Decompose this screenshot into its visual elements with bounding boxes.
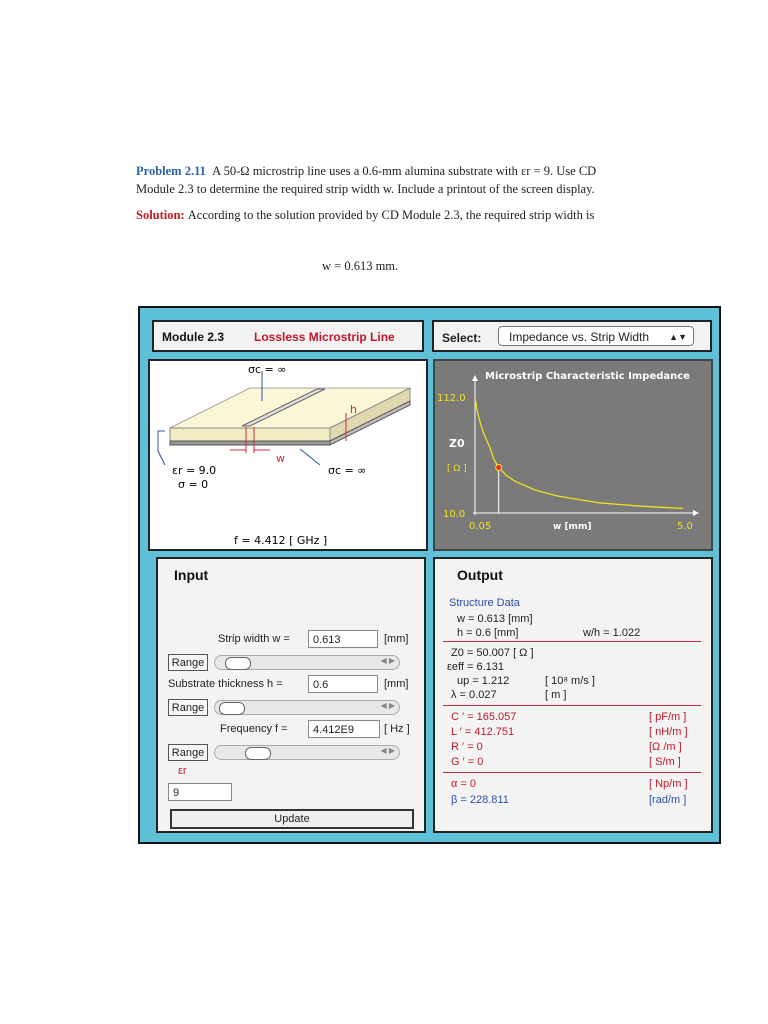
divider	[443, 772, 701, 773]
solution-text: According to the solution provided by CD Module 2.3, the required strip width is	[187, 208, 595, 222]
divider	[443, 641, 701, 642]
h-label: h	[350, 403, 357, 416]
output-lambda-unit: [ m ]	[545, 689, 567, 701]
strip-width-input[interactable]: 0.613	[308, 630, 378, 648]
output-c-unit: [ pF/m ]	[649, 711, 687, 723]
select-panel	[432, 320, 712, 352]
microstrip-diagram	[148, 359, 428, 551]
structure-data-label: Structure Data	[449, 597, 520, 609]
sigma-pointer-right	[300, 449, 320, 465]
module-window	[138, 306, 721, 844]
output-up: up = 1.212	[457, 675, 510, 687]
input-panel	[156, 557, 426, 833]
output-w: w = 0.613 [mm]	[457, 613, 533, 625]
current-point-marker	[496, 465, 502, 471]
output-r-unit: [Ω /m ]	[649, 741, 682, 753]
substrate-label: Substrate thickness h =	[168, 678, 283, 690]
sigma-c-top-label: σc = ∞	[248, 363, 287, 376]
output-h: h = 0.6 [mm]	[457, 627, 519, 639]
update-button[interactable]: Update	[170, 809, 414, 829]
frequency-label: f = 4.412 [ GHz ]	[234, 534, 328, 547]
slider-arrows-icon[interactable]: ◀ ▶	[380, 701, 395, 710]
output-title: Output	[457, 567, 503, 583]
microstrip-drawing	[150, 361, 426, 549]
eps-input[interactable]: 9	[168, 783, 232, 801]
y-axis-arrow-icon	[472, 375, 478, 381]
x-tick-label-min: 0.05	[469, 521, 492, 532]
output-alpha: α = 0	[451, 778, 477, 790]
output-z0: Z0 = 50.007 [ Ω ]	[451, 647, 534, 659]
substrate-range-button[interactable]: Range	[168, 699, 208, 716]
module-title: Lossless Microstrip Line	[254, 330, 395, 344]
eps-pointer	[158, 431, 165, 465]
impedance-chart	[433, 359, 713, 551]
eps-input-label: εr	[178, 765, 187, 777]
sigma-label: σ = 0	[178, 478, 209, 491]
module-number: Module 2.3	[162, 330, 225, 344]
impedance-curve	[475, 397, 683, 509]
frequency-input[interactable]: 4.412E9	[308, 720, 380, 738]
output-l: L ′ = 412.751	[451, 726, 515, 738]
problem-statement	[136, 162, 606, 232]
substrate-slider[interactable]	[214, 700, 400, 715]
substrate-input[interactable]: 0.6	[308, 675, 378, 693]
sigma-c-right-label: σc = ∞	[328, 464, 367, 477]
frequency-input-label: Frequency f =	[220, 723, 288, 735]
impedance-chart-svg	[435, 361, 711, 549]
problem-text: A 50-Ω microstrip line uses a 0.6-mm alumina substrate with εr = 9. Use CD Module 2.3 to determine the required strip width w. Include a printout of the screen display.	[136, 164, 597, 196]
output-beta-unit: [rad/m ]	[649, 794, 687, 806]
w-label: w	[276, 452, 285, 465]
strip-width-range-button[interactable]: Range	[168, 654, 208, 671]
y-axis-label: Z0	[449, 437, 465, 450]
x-axis-label: w [mm]	[553, 522, 592, 532]
plot-select[interactable]	[498, 326, 694, 346]
problem-label: Problem 2.11	[136, 164, 206, 178]
frequency-slider[interactable]	[214, 745, 400, 760]
x-tick-label-max: 5.0	[677, 521, 693, 532]
frequency-range-button[interactable]: Range	[168, 744, 208, 761]
output-beta: β = 228.811	[451, 794, 509, 806]
output-c: C ′ = 165.057	[451, 711, 517, 723]
select-label: Select:	[442, 331, 482, 345]
strip-width-unit: [mm]	[384, 633, 409, 645]
slider-arrows-icon[interactable]: ◀ ▶	[380, 746, 395, 755]
output-lambda: λ = 0.027	[451, 689, 497, 701]
input-title: Input	[174, 567, 209, 583]
output-r: R ′ = 0	[451, 741, 483, 753]
chart-title: Microstrip Characteristic Impedance	[485, 371, 690, 382]
module-title-panel	[152, 320, 424, 352]
strip-width-label: Strip width w =	[218, 633, 290, 645]
output-eeff: εeff = 6.131	[447, 661, 504, 673]
divider	[443, 705, 701, 706]
output-g-unit: [ S/m ]	[649, 756, 681, 768]
frequency-unit: [ Hz ]	[384, 723, 410, 735]
solution-equation: w = 0.613 mm.	[322, 259, 399, 273]
slider-thumb[interactable]	[245, 747, 271, 760]
output-alpha-unit: [ Np/m ]	[649, 778, 688, 790]
slider-thumb[interactable]	[219, 702, 245, 715]
solution-label: Solution:	[136, 208, 185, 222]
eps-label: εr = 9.0	[172, 464, 217, 477]
output-wh: w/h = 1.022	[583, 627, 641, 639]
x-axis-arrow-icon	[693, 510, 699, 516]
slider-arrows-icon[interactable]: ◀ ▶	[380, 656, 395, 665]
substrate-front	[170, 428, 330, 441]
ground-plane	[170, 441, 330, 445]
output-l-unit: [ nH/m ]	[649, 726, 688, 738]
y-axis-unit: [ Ω ]	[447, 464, 467, 474]
y-tick-label-min: 10.0	[443, 509, 466, 520]
updown-arrows-icon: ▲▼	[669, 332, 687, 342]
output-panel	[433, 557, 713, 833]
substrate-unit: [mm]	[384, 678, 409, 690]
y-tick-label-max: 112.0	[437, 393, 466, 404]
plot-select-value: Impedance vs. Strip Width	[509, 330, 650, 344]
slider-thumb[interactable]	[225, 657, 251, 670]
output-up-unit: [ 10⁸ m/s ]	[545, 675, 595, 687]
strip-width-slider[interactable]	[214, 655, 400, 670]
output-g: G ′ = 0	[451, 756, 484, 768]
